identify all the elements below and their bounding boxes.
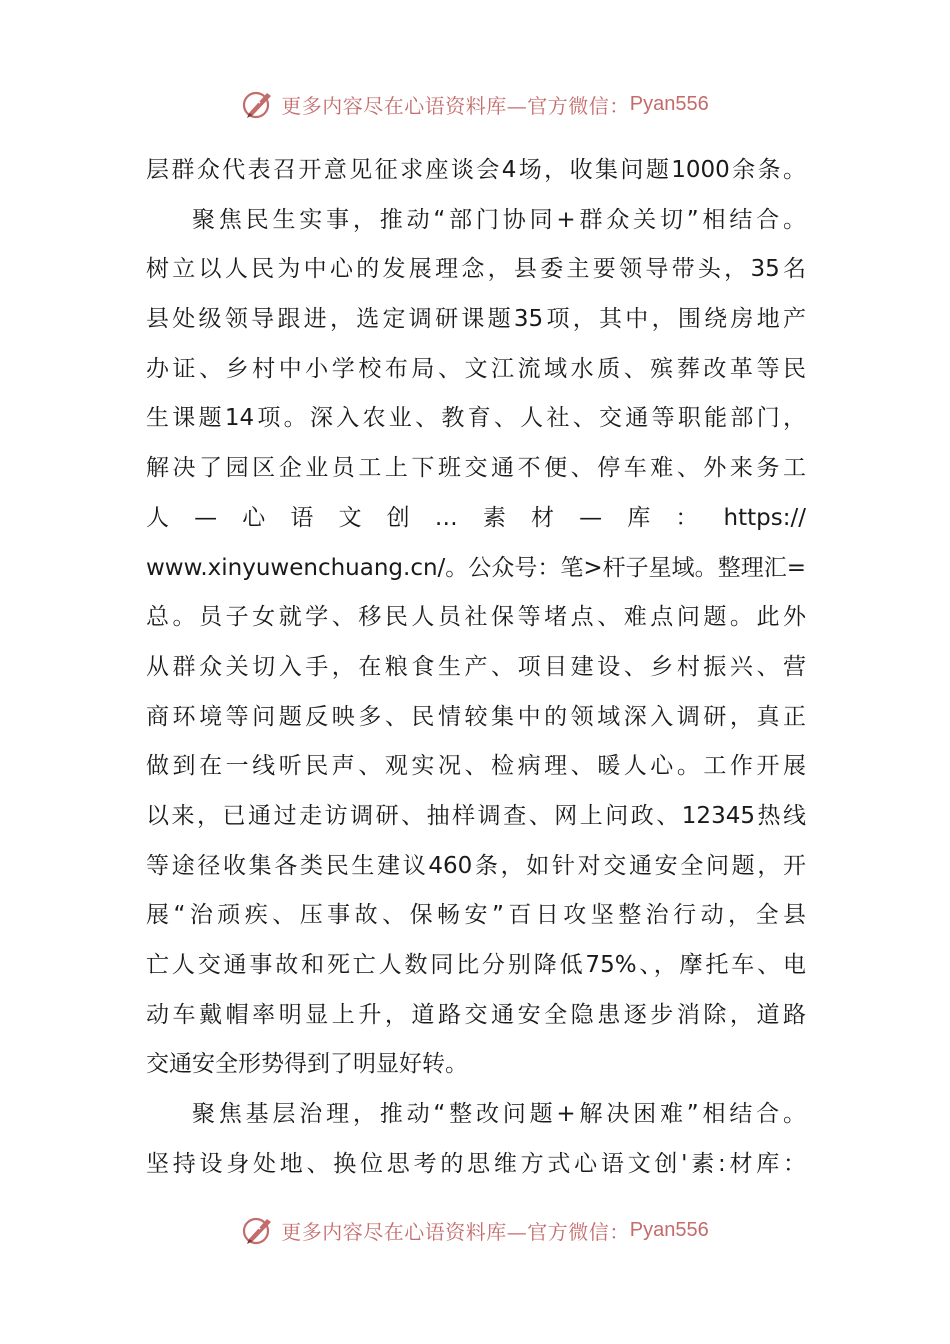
- body-line: 以来，已通过走访调研、抽样调查、网上问政、12345热线: [146, 802, 806, 829]
- document-body: [146, 146, 806, 1189]
- body-line: 做到在一线听民声、观实况、检病理、暖人心。工作开展: [146, 753, 806, 780]
- body-line: 总。员子女就学、移民人员社保等堵点、难点问题。此外: [146, 604, 806, 631]
- body-line: 生课题14项。深入农业、教育、人社、交通等职能部门，: [146, 405, 806, 432]
- header-banner: [0, 84, 950, 124]
- body-line: www.xinyuwenchuang.cn/。公众号：笔>杆子星域。整理汇=: [146, 554, 806, 581]
- body-line: 展“治顽疾、压事故、保畅安”百日攻坚整治行动，全县: [146, 902, 806, 929]
- body-line: 层群众代表召开意见征求座谈会4场，收集问题1000余条。: [146, 157, 806, 183]
- banner-wechat-id: Pyan556: [629, 92, 709, 115]
- body-line: 亡人交通事故和死亡人数同比分别降低75%、，摩托车、电: [146, 952, 806, 978]
- body-line: 县处级领导跟进，选定调研课题35项，其中，围绕房地产: [146, 306, 806, 333]
- body-line: 坚持设身处地、换位思考的思维方式心语文创'素:材库：: [146, 1150, 806, 1177]
- body-line: 树立以人民为中心的发展理念，县委主要领导带头，35名: [146, 256, 806, 283]
- body-line: 动车戴帽率明显上升，道路交通安全隐患逐步消除，道路: [146, 1001, 806, 1028]
- body-line: 解决了园区企业员工上下班交通不便、停车难、外来务工: [146, 455, 806, 482]
- banner-wechat-id: Pyan556: [629, 1218, 709, 1241]
- banner-text: 更多内容尽在心语资料库—官方微信：: [281, 1219, 630, 1244]
- pen-logo-icon: [241, 87, 275, 121]
- body-line: 等途径收集各类民生建议460条，如针对交通安全问题，开: [146, 852, 806, 879]
- pen-logo-icon: [241, 1213, 275, 1247]
- paragraph-heading: 聚焦民生实事，推动“部门协同+群众关切”相结合。: [192, 206, 806, 233]
- body-line: 从群众关切入手，在粮食生产、项目建设、乡村振兴、营: [146, 653, 806, 680]
- footer-banner: [0, 1210, 950, 1250]
- body-line: 人—心语文创…素材—库：https://: [146, 504, 806, 531]
- body-line: 办证、乡村中小学校布局、文江流域水质、殡葬改革等民: [146, 355, 806, 382]
- body-line: 交通安全形势得到了明显好转。: [146, 1051, 468, 1078]
- banner-text: 更多内容尽在心语资料库—官方微信：: [281, 93, 630, 118]
- body-line: 商环境等问题反映多、民情较集中的领域深入调研，真正: [146, 703, 806, 730]
- paragraph-heading: 聚焦基层治理，推动“整改问题+解决困难”相结合。: [192, 1101, 806, 1128]
